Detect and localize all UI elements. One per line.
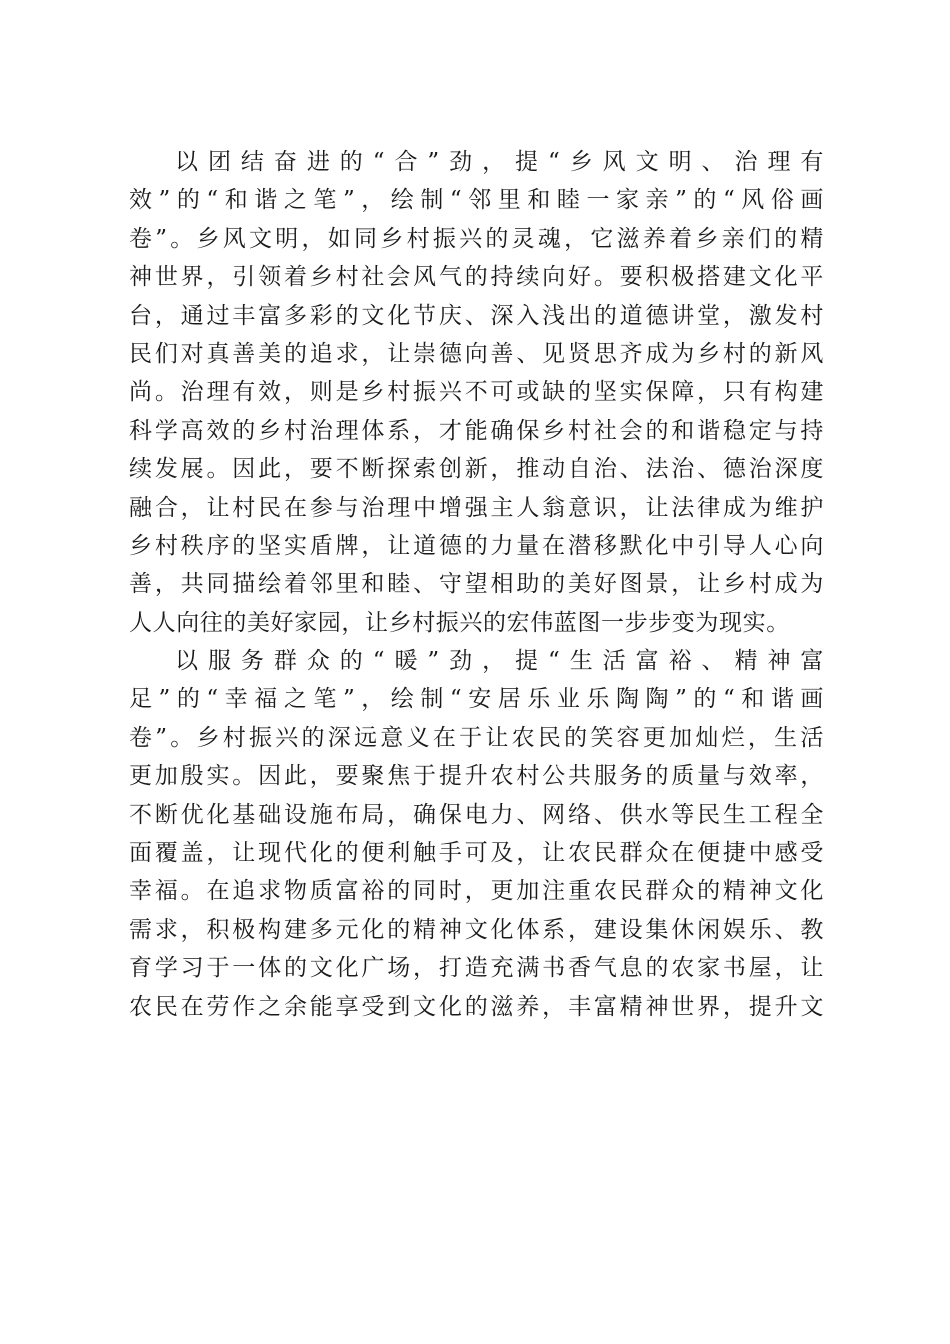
text-line: 台，通过丰富多彩的文化节庆、深入浅出的道德讲堂，激发村: [129, 302, 824, 329]
text-line: 需求，积极构建多元化的精神文化体系，建设集休闲娱乐、教: [129, 916, 824, 943]
text-line: 科学高效的乡村治理体系，才能确保乡村社会的和谐稳定与持: [129, 417, 824, 444]
text-line: 足”的“幸福之笔”，绘制“安居乐业乐陶陶”的“和谐画: [129, 686, 824, 713]
text-line: 尚。治理有效，则是乡村振兴不可或缺的坚实保障，只有构建: [129, 379, 824, 406]
text-line: 民们对真善美的追求，让崇德向善、见贤思齐成为乡村的新风: [129, 340, 824, 367]
text-line: 续发展。因此，要不断探索创新，推动自治、法治、德治深度: [129, 456, 824, 483]
text-line: 以团结奋进的“合”劲，提“乡风文明、治理有: [175, 149, 824, 175]
text-line: 乡村秩序的坚实盾牌，让道德的力量在潜移默化中引导人心向: [129, 532, 824, 559]
text-line: 神世界，引领着乡村社会风气的持续向好。要积极搭建文化平: [129, 264, 824, 291]
text-line: 以服务群众的“暖”劲，提“生活富裕、精神富: [175, 648, 824, 675]
text-line: 融合，让村民在参与治理中增强主人翁意识，让法律成为维护: [129, 494, 824, 521]
text-line: 效”的“和谐之笔”，绘制“邻里和睦一家亲”的“风俗画: [129, 187, 824, 214]
text-line: 人人向往的美好家园，让乡村振兴的宏伟蓝图一步步变为现实。: [129, 609, 790, 636]
text-line: 善，共同描绘着邻里和睦、守望相助的美好图景，让乡村成为: [129, 571, 824, 598]
text-line: 面覆盖，让现代化的便利触手可及，让农民群众在便捷中感受: [129, 840, 824, 867]
text-line: 不断优化基础设施布局，确保电力、网络、供水等民生工程全: [129, 801, 824, 828]
paragraph-rural-civilization: [129, 143, 824, 642]
body-text: [129, 143, 824, 1026]
text-line: 卷”。乡村振兴的深远意义在于让农民的笑容更加灿烂，生活: [129, 724, 824, 751]
text-line: 育学习于一体的文化广场，打造充满书香气息的农家书屋，让: [129, 955, 824, 982]
paragraph-service-happiness: [129, 642, 824, 1026]
text-line: 幸福。在追求物质富裕的同时，更加注重农民群众的精神文化: [129, 878, 824, 905]
text-line: 农民在劳作之余能享受到文化的滋养，丰富精神世界，提升文: [129, 993, 824, 1020]
text-line: 卷”。乡风文明，如同乡村振兴的灵魂，它滋养着乡亲们的精: [129, 225, 824, 252]
text-line: 更加殷实。因此，要聚焦于提升农村公共服务的质量与效率，: [129, 763, 824, 790]
